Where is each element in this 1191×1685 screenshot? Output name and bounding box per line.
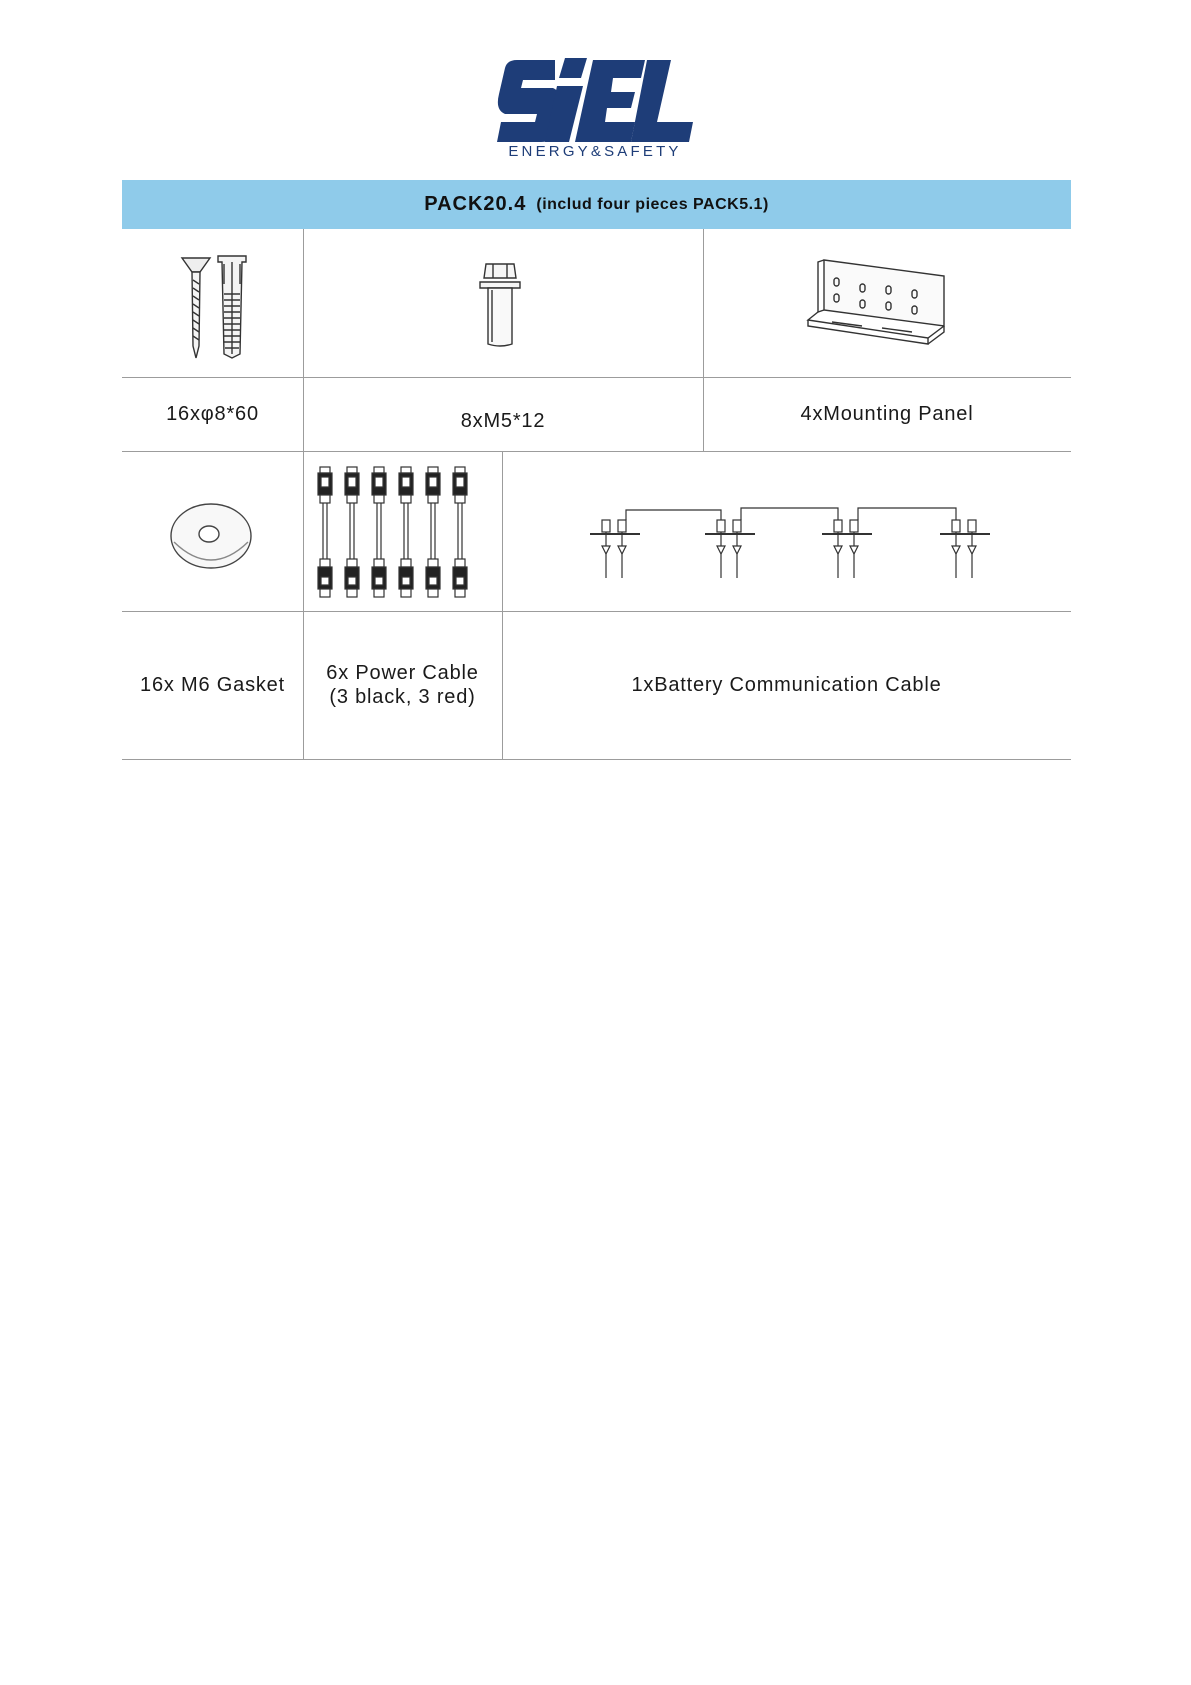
contents-table [122,180,1071,760]
item-label-two-line [303,611,502,759]
mounting-panel-icon [802,256,952,356]
communication-cable-icon [590,502,1010,592]
gasket-icon [166,496,256,576]
row-divider [122,759,1071,760]
logo-tagline: ENERGY&SAFETY [508,143,682,160]
item-label-line1: 6x Power Cable [326,662,479,684]
item-label: 16x M6 Gasket [140,674,285,696]
item-label: 8xM5*12 [460,410,546,432]
row-divider [122,451,1071,452]
table-header [122,180,1071,229]
screw-and-anchor-icon [162,254,262,364]
power-cable-icon [314,465,492,605]
item-label-line2: (3 black, 3 red) [329,686,476,708]
bolt-icon [478,260,522,350]
item-label: 16xφ8*60 [166,403,259,425]
item-label: 4xMounting Panel [800,403,974,425]
pack-subtitle: (includ four pieces PACK5.1) [536,195,769,213]
item-label: 1xBattery Communication Cable [631,674,942,696]
pack-title: PACK20.4 [424,193,527,215]
